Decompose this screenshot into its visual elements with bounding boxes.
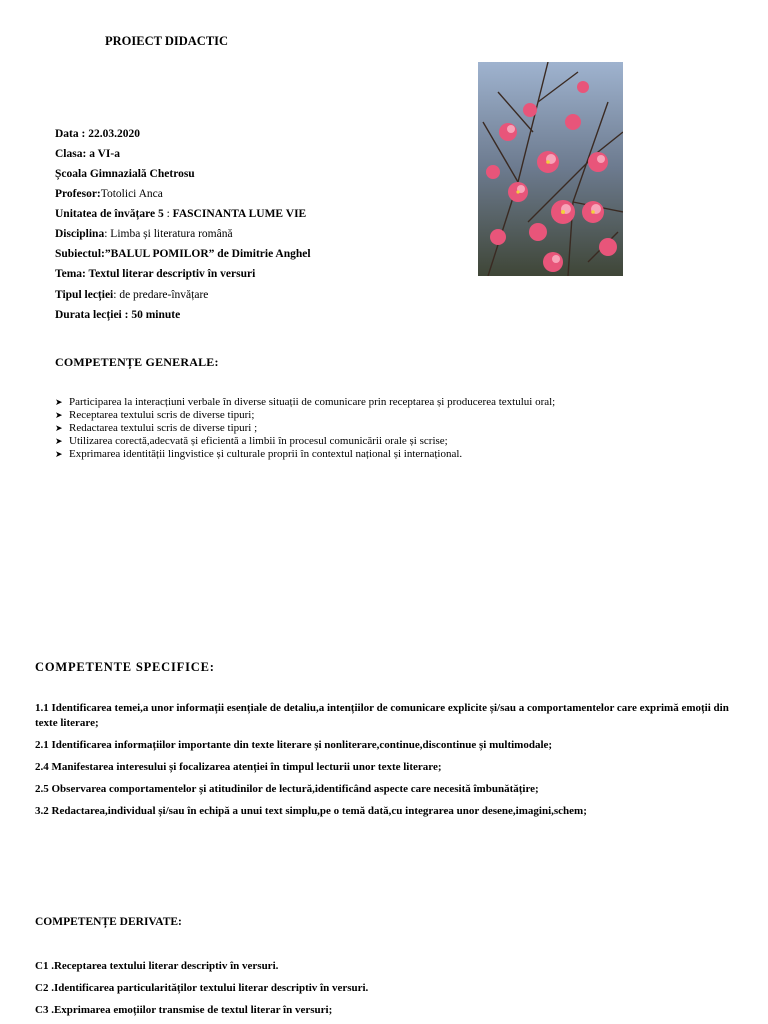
meta-class: Clasa: a VI-a [55,148,120,160]
arrow-bullet-icon: ➤ [55,436,63,446]
specific-competences-heading: COMPETENTE SPECIFICE: [35,660,215,674]
general-competence-item: ➤ Exprimarea identității lingvistice și culturale proprii în contextul național și internațional. [55,448,463,460]
meta-duration: Durata lecției : 50 minute [55,309,181,321]
arrow-bullet-icon: ➤ [55,423,63,433]
general-competences-heading: COMPETENȚE GENERALE: [55,355,219,369]
arrow-bullet-icon: ➤ [55,397,63,407]
specific-competence-item: 1.1 Identificarea temei,a unor informații esențiale de detaliu,a intențiilor de comunicare explicite și/sau a comportamentelor care exprimă emoții din texte literare; [35,702,729,729]
specific-competence-item: 2.4 Manifestarea interesului și focalizarea atenției în timpul lecturii unor texte literare; [35,761,442,773]
meta-learning-unit: Unitatea de învățare 5 : FASCINANTA LUME VIE [55,208,307,220]
meta-discipline: Disciplina: Limba și literatura română [55,228,233,240]
meta-theme: Tema: Textul literar descriptiv în versuri [55,268,256,280]
meta-lesson-type: Tipul lecției: de predare-învățare [55,289,209,301]
general-competence-item: ➤ Participarea la interacțiuni verbale în diverse situații de comunicare prin receptarea și producerea textului oral; [55,396,556,408]
arrow-bullet-icon: ➤ [55,449,63,459]
derived-competence-item: C2 .Identificarea particularităților textului literar descriptiv în versuri. [35,982,369,994]
document-title: PROIECT DIDACTIC [105,34,229,48]
derived-competences-heading: COMPETENȚE DERIVATE: [35,916,182,928]
general-competence-item: ➤ Utilizarea corectă,adecvată și eficientă a limbii în procesul comunicării orale și scrise; [55,435,448,447]
derived-competence-item: C1 .Receptarea textului literar descriptiv în versuri. [35,960,279,972]
arrow-bullet-icon: ➤ [55,410,63,420]
meta-school: Școala Gimnazială Chetrosu [55,168,195,180]
general-competence-item: ➤ Receptarea textului scris de diverse tipuri; [55,409,255,421]
specific-competence-item: 3.2 Redactarea,individual și/sau în echipă a unui text simplu,pe o temă dată,cu integrarea unor desene,imagini,schem; [35,805,587,817]
meta-subject: Subiectul:”BALUL POMILOR” de Dimitrie Anghel [55,248,311,260]
general-competence-item: ➤ Redactarea textului scris de diverse tipuri ; [55,422,258,434]
specific-competence-item: 2.5 Observarea comportamentelor și atitudinilor de lectură,identificând aspecte care necesită îmbunătățire; [35,783,539,795]
specific-competence-item: 2.1 Identificarea informațiilor importante din texte literare și nonliterare,continue,discontinue și multimodale; [35,739,553,751]
flowers-photo [478,62,623,276]
meta-teacher: Profesor:Totolici Anca [55,188,163,200]
meta-date: Data : 22.03.2020 [55,128,140,140]
derived-competence-item: C3 .Exprimarea emoțiilor transmise de textul literar în versuri; [35,1004,333,1016]
